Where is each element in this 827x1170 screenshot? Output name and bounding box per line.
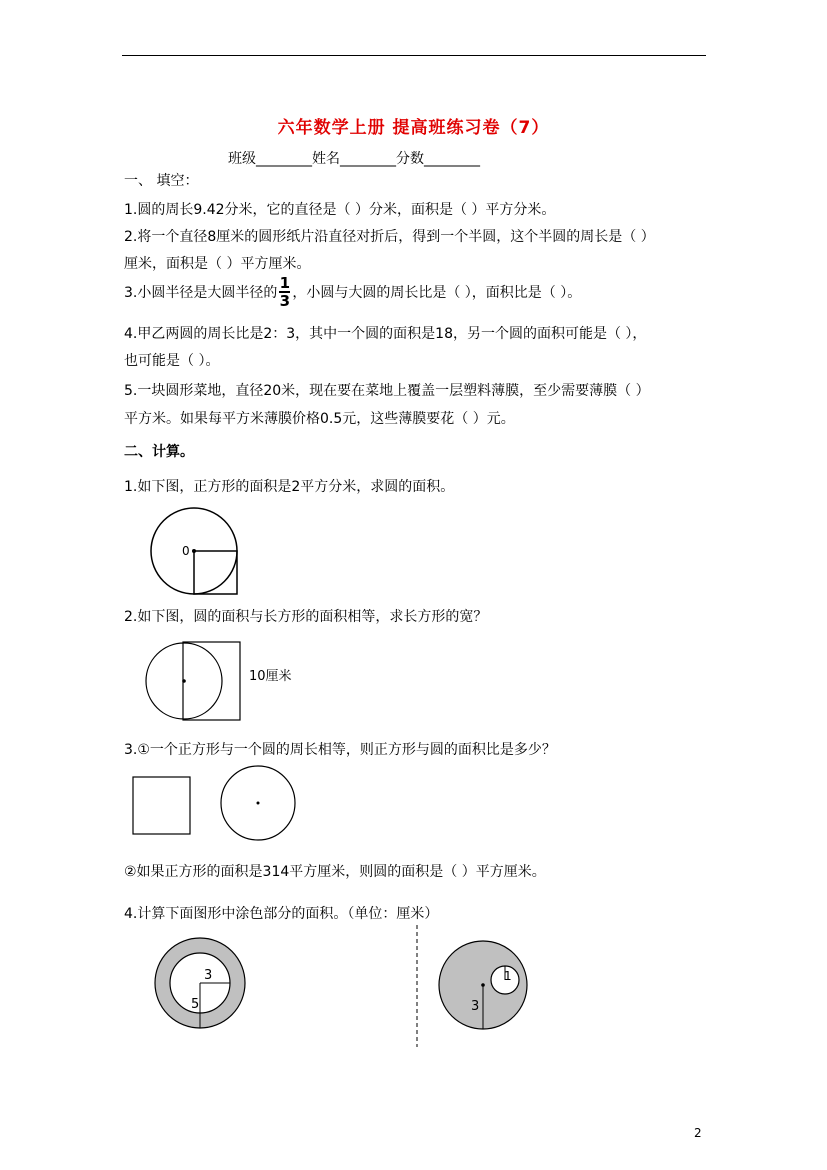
- fraction-denominator: 3: [279, 292, 291, 310]
- fraction-one-third: [279, 276, 290, 308]
- header-rule: [122, 55, 706, 56]
- section1-heading: 一、 填空：: [124, 173, 199, 189]
- figure-ring: [150, 935, 250, 1030]
- figure-circle-with-hole: [436, 938, 536, 1033]
- question-1: 1.圆的周长9.42分米，它的直径是（ ）分米，面积是（ ）平方分米。: [124, 202, 556, 218]
- calc-2: 2.如下图，圆的面积与长方形的面积相等，求长方形的宽？: [124, 609, 488, 625]
- page-title: 六年数学上册 提高班练习卷（7）: [277, 118, 550, 138]
- question-4-line2: 也可能是（ ）。: [124, 353, 220, 369]
- question-4-line1: 4.甲乙两圆的周长比是2：3，其中一个圆的面积是18，另一个圆的面积可能是（ ），: [124, 326, 647, 342]
- question-5-line1: 5.一块圆形菜地，直径20米，现在要在菜地上覆盖一层塑料薄膜，至少需要薄膜（ ）: [124, 383, 650, 399]
- question-2-line1: 2.将一个直径8厘米的圆形纸片沿直径对折后，得到一个半圆，这个半圆的周长是（ ）: [124, 229, 655, 245]
- figure3-center-dot: [257, 802, 260, 805]
- calc-3-part2: ②如果正方形的面积是314平方厘米，则圆的面积是（ ）平方厘米。: [124, 864, 546, 880]
- figure-circle-square: [140, 505, 250, 600]
- student-info-line: 班级________姓名________分数________: [228, 151, 480, 167]
- figure-square-and-circle: [130, 765, 300, 845]
- figure2-center-dot: [182, 679, 186, 683]
- page-number: 2: [694, 1126, 702, 1140]
- dashed-divider: [414, 925, 420, 1050]
- question-3-after: ，小圆与大圆的周长比是（ ），面积比是（ ）。: [292, 285, 582, 301]
- fraction-numerator: 1: [279, 274, 291, 292]
- question-2-line2: 厘米，面积是（ ）平方厘米。: [124, 256, 311, 272]
- figure5-center-dot: [481, 983, 485, 987]
- figure-circle-rectangle: [140, 635, 320, 730]
- question-3-before: 3.小圆半径是大圆半径的: [124, 285, 278, 301]
- figure4-label-outer: 5: [191, 997, 200, 1012]
- figure5-label-small: 1: [504, 969, 512, 983]
- question-5-line2: 平方米。如果每平方米薄膜价格0.5元，这些薄膜要花（ ）元。: [124, 411, 515, 427]
- figure2-rectangle: [183, 642, 240, 720]
- figure1-center-dot: [192, 549, 196, 553]
- figure1-label-o: 0: [182, 544, 190, 558]
- figure4-label-inner: 3: [204, 968, 213, 983]
- figure5-label-big: 3: [471, 999, 480, 1014]
- figure3-square: [133, 777, 190, 834]
- question-3: [124, 276, 581, 308]
- calc-1: 1.如下图，正方形的面积是2平方分米，求圆的面积。: [124, 479, 455, 495]
- figure2-label-length: 10厘米: [249, 669, 292, 684]
- calc-3: 3.①一个正方形与一个圆的周长相等，则正方形与圆的面积比是多少？: [124, 742, 556, 758]
- calc-4: 4.计算下面图形中涂色部分的面积。（单位：厘米）: [124, 906, 439, 922]
- section2-heading: 二、计算。: [124, 444, 194, 460]
